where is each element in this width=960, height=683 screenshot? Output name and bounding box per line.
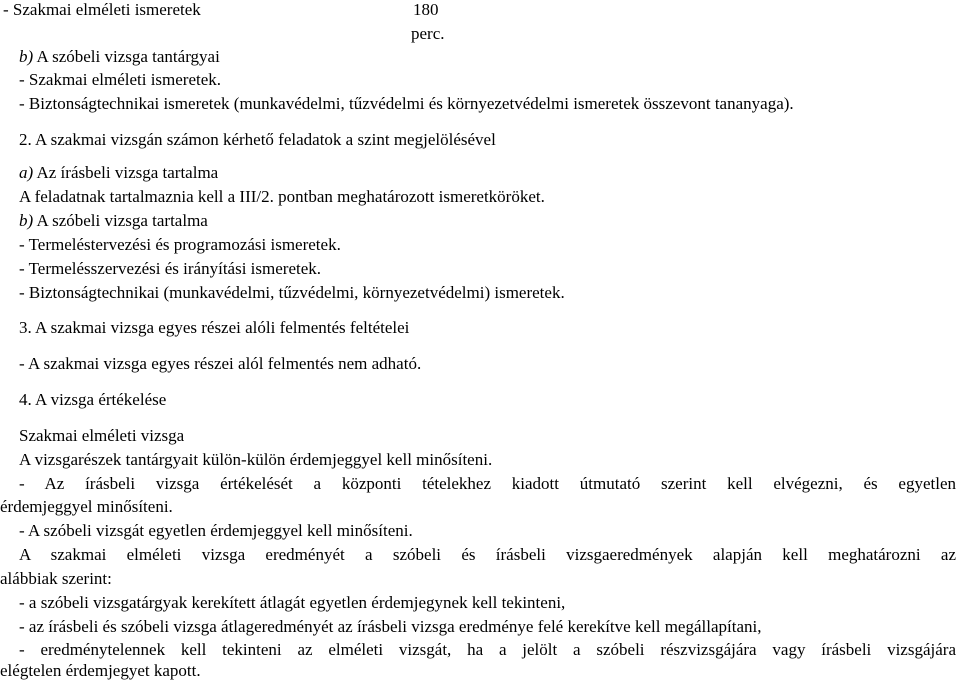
oral-content-item: - Biztonságtechnikai (munkavédelmi, tűzvédelmi, környezetvédelmi) ismeretek. — [19, 283, 565, 302]
section-4-paragraph: A vizsgarészek tantárgyait külön-külön érdemjeggyel kell minősíteni. — [19, 450, 493, 469]
paragraph-line: - Az írásbeli vizsga értékelését a központi tételekhez kiadott útmutató szerint kell elvégezni, és egyetlen — [19, 474, 956, 493]
written-content-label: a) — [19, 163, 34, 182]
section-4-heading: 4. A vizsga értékelése — [19, 390, 167, 409]
oral-subject-item: - Szakmai elméleti ismeretek. — [19, 70, 222, 89]
paragraph-continuation: elégtelen érdemjegyet kapott. — [0, 661, 201, 680]
paragraph-continuation: érdemjeggyel minősíteni. — [0, 497, 173, 516]
paragraph-line: A szakmai elméleti vizsga eredményét a szóbeli és írásbeli vizsgaeredmények alapján kell meghatározni az — [19, 545, 956, 564]
oral-content-label: b) — [19, 211, 34, 230]
item-szakmai-elmeleti: - Szakmai elméleti ismeretek — [3, 0, 201, 19]
section-3-text: - A szakmai vizsga egyes részei alól felmentés nem adható. — [19, 354, 422, 373]
section-4-paragraph — [19, 545, 956, 565]
section-2-heading: 2. A szakmai vizsgán számon kérhető feladatok a szint megjelölésével — [19, 130, 496, 149]
duration-unit: perc. — [411, 24, 445, 43]
oral-content-title: A szóbeli vizsga tartalma — [33, 211, 208, 230]
evaluation-rule — [19, 640, 956, 660]
section-4-paragraph: - A szóbeli vizsgát egyetlen érdemjeggyel kell minősíteni. — [19, 521, 413, 540]
written-content-heading — [19, 163, 218, 183]
oral-content-item: - Termelésszervezési és irányítási ismeretek. — [19, 259, 322, 278]
oral-subjects-heading — [19, 47, 220, 67]
paragraph-continuation: alábbiak szerint: — [0, 569, 112, 588]
oral-subject-item: - Biztonságtechnikai ismeretek (munkavédelmi, tűzvédelmi és környezetvédelmi ismeretek összevont tananyaga). — [19, 94, 794, 113]
duration-minutes: 180 — [413, 0, 439, 19]
oral-content-heading — [19, 211, 208, 231]
paragraph-line: - eredménytelennek kell tekinteni az elméleti vizsgát, ha a jelölt a szóbeli részvizsgájára vagy írásbeli vizsgájára — [19, 640, 956, 659]
written-content-title: Az írásbeli vizsga tartalma — [33, 163, 219, 182]
evaluation-rule: - az írásbeli és szóbeli vizsga átlageredményét az írásbeli vizsga eredménye felé kerekítve kell megállapítani, — [19, 617, 762, 636]
oral-subjects-label: b) — [19, 47, 34, 66]
written-content-text: A feladatnak tartalmaznia kell a III/2. pontban meghatározott ismeretköröket. — [19, 187, 545, 206]
oral-subjects-title: A szóbeli vizsga tantárgyai — [33, 47, 220, 66]
evaluation-rule: - a szóbeli vizsgatárgyak kerekített átlagát egyetlen érdemjegynek kell tekinteni, — [19, 593, 566, 612]
section-3-heading: 3. A szakmai vizsga egyes részei alóli felmentés feltételei — [19, 318, 410, 337]
section-4-subheading: Szakmai elméleti vizsga — [19, 426, 185, 445]
section-4-paragraph — [19, 474, 956, 494]
oral-content-item: - Termeléstervezési és programozási ismeretek. — [19, 235, 341, 254]
